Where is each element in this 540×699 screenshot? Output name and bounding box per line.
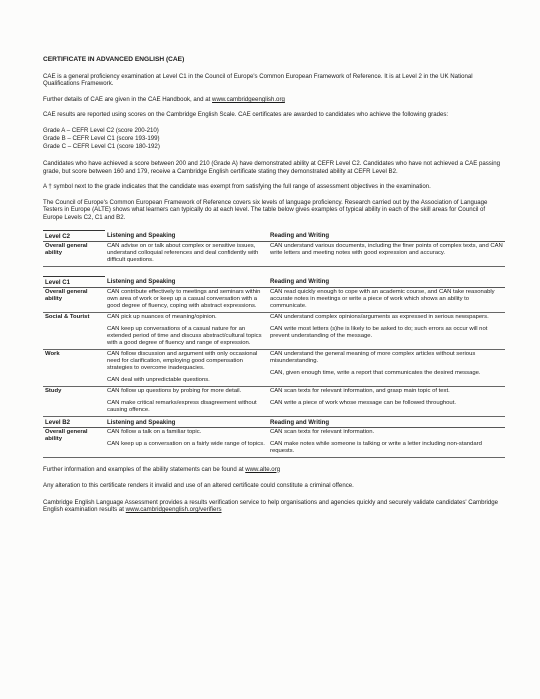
alte-link[interactable]: www.alte.org [245,465,281,473]
ability-text: CAN read quickly enough to cope with an academic course, and CAN take reasonably accurate notes in meetings or write a piece of work which shows an ability to communicate. [270,288,495,309]
ability-text: CAN understand complex opinions/arguments as expressed in serious newspapers. [270,313,489,320]
ability-text: CAN understand the general meaning of more complex articles without serious misunderstanding. [270,350,476,364]
ability-text: CAN deal with unpredictable questions. [107,376,210,383]
ls-cell [105,312,268,349]
ls-cell [105,427,268,457]
cefr-paragraph: The Council of Europe's Common European Framework of Reference covers six levels of language proficiency. Research carried out by the Association of Language Testers in Europe (ALTE) shows what learners can typically do at each level. The table below gives examples of typical ability in each of the skill areas for Council of Europe Levels C2, C1 and B2. [43,198,488,221]
ability-text: CAN follow discussion and argument with only occasional need for clarification, employing good compensation strategies to overcome inadequacies. [107,350,258,371]
table-row [43,287,505,312]
ls-cell [105,241,268,266]
ability-table [43,230,505,458]
row-label: Overall general ability [43,241,105,266]
ability-text: CAN understand various documents, including the finer points of complex texts, and CAN write letters and meeting notes with good expression and accuracy. [270,242,503,256]
level-b2-label: Level B2 [43,416,105,427]
row-label: Overall general ability [43,287,105,312]
verify-text: Cambridge English Language Assessment provides a results verification service to help organisations and agencies quickly and securely validate candidates' Cambridge English examination results at [43,498,499,514]
grade-b: Grade B – CEFR Level C1 (score 193-199) [43,134,160,142]
verification-paragraph [43,499,505,514]
table-row [43,241,505,266]
ability-text: CAN advise on or talk about complex or sensitive issues, understand colloquial references and deal confidently with difficult questions. [107,242,259,263]
document-body [43,56,505,523]
row-label: Study [43,386,105,416]
rw-cell [268,241,505,266]
row-label: Overall general ability [43,427,105,457]
further-text: Further information and examples of the ability statements can be found at [43,465,244,473]
table-header-c1 [43,276,505,287]
ability-text: CAN make critical remarks/express disagreement without causing offence. [107,399,257,413]
footer-notes [43,466,505,514]
ls-cell [105,349,268,386]
ability-text: CAN make notes while someone is talking or write a letter including non-standard requests. [270,440,482,454]
ability-text: CAN scan texts for relevant information. [270,428,375,435]
details-paragraph [43,96,505,104]
table-row [43,312,505,349]
rw-cell [268,427,505,457]
listening-speaking-header: Listening and Speaking [105,416,268,427]
ability-text: CAN write most letters (s)he is likely to be asked to do; such errors as occur will not prevent understanding of the message. [270,325,488,339]
listening-speaking-header: Listening and Speaking [105,230,268,241]
document-title: CERTIFICATE IN ADVANCED ENGLISH (CAE) [43,56,185,63]
level-c1-label: Level C1 [43,276,105,287]
ls-cell [105,287,268,312]
symbol-paragraph: A † symbol next to the grade indicates that the candidate was exempt from satisfying the full range of assessment objectives in the examination. [43,183,431,191]
ability-text: CAN keep up a conversation on a fairly wide range of topics. [107,440,265,447]
details-text: Further details of CAE are given in the CAE Handbook, and at [43,95,211,103]
row-label: Work [43,349,105,386]
verifiers-link[interactable]: www.cambridgeenglish.org/verifiers [125,506,222,514]
rw-cell [268,349,505,386]
ls-cell [105,386,268,416]
ability-text: CAN follow up questions by probing for more detail. [107,387,242,394]
ability-text: CAN write a piece of work whose message can be followed throughout. [270,399,456,406]
rw-cell [268,386,505,416]
row-label: Social & Tourist [43,312,105,349]
candidates-paragraph: Candidates who have achieved a score between 200 and 210 (Grade A) have demonstrated ability at CEFR Level C2. Candidates who have not achieved a CAE passing grade, but score between 160 and 179, receive a Cambridge English certificate stating they demonstrated ability at CEFR Level B2. [43,159,500,175]
alteration-paragraph: Any alteration to this certificate renders it invalid and use of an altered certificate could constitute a criminal offence. [43,482,354,490]
grade-a: Grade A – CEFR Level C2 (score 200-210) [43,126,159,134]
ability-text: CAN keep up conversations of a casual nature for an extended period of time and discuss abstract/cultural topics with a good degree of fluency and range of expression. [107,325,262,346]
rw-cell [268,312,505,349]
ability-text: CAN pick up nuances of meaning/opinion. [107,313,217,320]
table-header-b2 [43,416,505,427]
cambridge-link[interactable]: www.cambridgeenglish.org [212,95,285,103]
ability-text: CAN scan texts for relevant information, and grasp main topic of text. [270,387,450,394]
grade-c: Grade C – CEFR Level C1 (score 180-192) [43,142,160,150]
scale-paragraph: CAE results are reported using scores on the Cambridge English Scale. CAE certificates are awarded to candidates who achieve the following grades: [43,111,449,119]
further-info-paragraph [43,466,505,474]
table-header-c2 [43,230,505,241]
table-row [43,349,505,386]
reading-writing-header: Reading and Writing [268,230,505,241]
ability-text: CAN, given enough time, write a report that communicates the desired message. [270,369,481,376]
rw-cell [268,287,505,312]
intro-paragraph: CAE is a general proficiency examination at Level C1 in the Council of Europe's Common European Framework of Reference. It is at Level 2 in the UK National Qualifications Framework. [43,72,473,88]
reading-writing-header: Reading and Writing [268,276,505,287]
listening-speaking-header: Listening and Speaking [105,276,268,287]
table-row [43,386,505,416]
ability-text: CAN follow a talk on a familiar topic. [107,428,202,435]
ability-text: CAN contribute effectively to meetings and seminars within own area of work or keep up a casual conversation with a good degree of fluency, coping with abstract expressions. [107,288,261,309]
table-row [43,427,505,457]
level-c2-label: Level C2 [43,230,105,241]
grades-list [43,127,505,151]
reading-writing-header: Reading and Writing [268,416,505,427]
